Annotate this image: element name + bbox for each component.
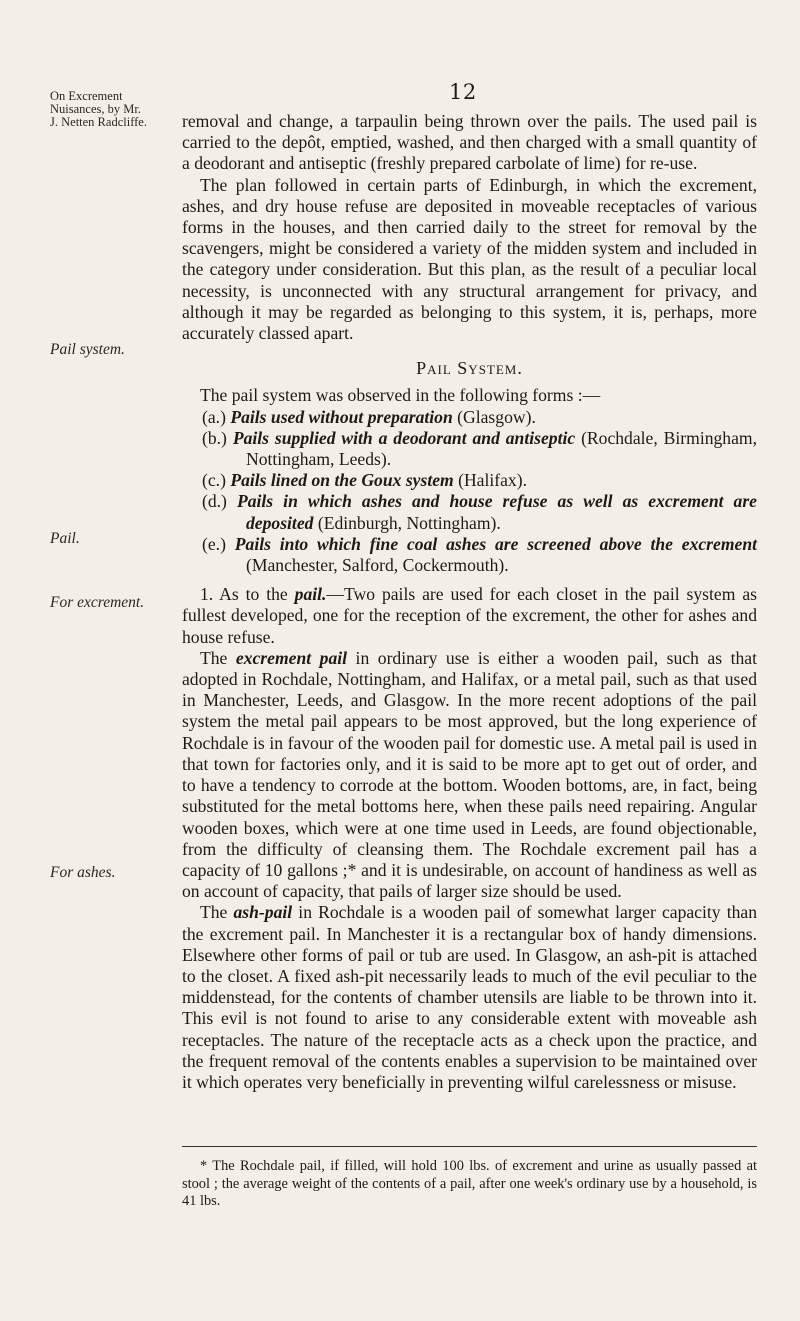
paragraph-ashes [182, 902, 757, 1093]
list-item-title: Pails in which ashes and house refuse as well as excrement are deposited [236, 491, 757, 533]
list-item [182, 470, 757, 491]
list-item-title: Pails lined on the Goux system [230, 470, 454, 491]
margin-note-for-excrement: For excrement. [50, 594, 145, 611]
list-item-places: (Manchester, Salford, Cockermouth). [246, 555, 509, 576]
list-item-label: (d.) [202, 491, 227, 512]
excrement-term: excrement pail [235, 647, 348, 668]
list-item-title: Pails supplied with a deodorant and antiseptic [232, 427, 576, 448]
pail-term: pail. [294, 584, 327, 605]
list-item-places: (Rochdale, Birmingham, Nottingham, Leeds). [246, 427, 757, 470]
paragraph-continued: removal and change, a tarpaulin being thrown over the pails. The used pail is carried to the depôt, emptied, washed, and then charged with a small quantity of a deodorant and antiseptic (freshly prepared carbolate of lime) for re-use. [182, 111, 757, 174]
list-item [182, 407, 757, 428]
margin-note-header: On Excrement Nuisances, by Mr. J. Netten Radcliffe. [50, 89, 147, 129]
excrement-rest: in ordinary use is either a wooden pail, such as that adopted in Rochdale, Nottingham, and Halifax, or a metal pail, such as that used in Manchester, Leeds, and Glasgow. In the more recent adoptions of the pail system the metal pail appears to be most approved, but the long experience of Rochdale is in favour of the wooden pail for domestic use. A metal pail is used in that town for factories only, and it is said to be more apt to get out of order, and to have a tendency to corrode at the bottom. Wooden bottoms, are, in fact, being substituted for the metal bottoms here, when these pails need repairing. Angular wooden boxes, which were at one time used in Leeds, are found objectionable, from the difficulty of cleansing them. The Rochdale excrement pail has a capacity of 10 gallons ;* and it is undesirable, on account of handiness as well as on account of capacity, that pails of larger size should be used. [182, 647, 757, 902]
list-item [182, 534, 757, 576]
footnote: * The Rochdale pail, if filled, will hold 100 lbs. of excrement and urine as usually passed at stool ; the average weight of the contents of a pail, after one week's ordinary use by a household, is 41 lbs. [182, 1158, 757, 1209]
paragraph-pail [182, 584, 757, 648]
list-item [182, 428, 757, 470]
main-text [182, 111, 757, 1093]
margin-note-pail-system: Pail system. [50, 341, 125, 358]
pail-lead: 1. As to the [200, 584, 295, 605]
margin-note-pail: Pail. [50, 530, 80, 547]
forms-list [182, 407, 757, 577]
paragraph-excrement [182, 648, 757, 902]
list-item-label: (e.) [202, 533, 226, 554]
section-heading: Pail System. [416, 358, 523, 379]
list-item-label: (b.) [202, 427, 227, 448]
list-item-label: (a.) [202, 406, 226, 427]
ash-term: ash-pail [233, 902, 293, 923]
margin-note-for-ashes: For ashes. [50, 864, 116, 881]
ash-lead: The [200, 902, 234, 923]
pail-rest: —Two pails are used for each closet in the pail system as fullest developed, one for the reception of the excrement, the other for ashes and house refuse. [182, 584, 757, 647]
list-item-title: Pails used without preparation [230, 406, 453, 427]
list-item-title: Pails into which fine coal ashes are screened above the excrement [234, 533, 758, 554]
list-item-places: (Halifax). [458, 470, 527, 491]
list-item [182, 491, 757, 533]
forms-intro: The pail system was observed in the following forms :— [200, 385, 601, 406]
page-number: 12 [449, 80, 477, 104]
list-item-places: (Edinburgh, Nottingham). [317, 512, 501, 533]
paragraph-edinburgh: The plan followed in certain parts of Edinburgh, in which the excrement, ashes, and dry house refuse are deposited in moveable receptacles of various forms in the houses, and then carried daily to the street for removal by the scavengers, might be considered a variety of the midden system and included in the category under consideration. But this plan, as the result of a peculiar local necessity, is unconnected with any structural arrangement for privacy, and although it may be regarded as belonging to this system, it is, perhaps, more accurately classed apart. [182, 174, 757, 344]
list-item-label: (c.) [202, 470, 226, 491]
list-item-places: (Glasgow). [457, 406, 536, 427]
ash-rest: in Rochdale is a wooden pail of somewhat larger capacity than the excrement pail. In Manchester it is a rectangular box of handy dimensions. Elsewhere other forms of pail or tub are used. In Glasgow, an ash-pit is attached to the closet. A fixed ash-pit necessarily leads to much of the evil peculiar to the middenstead, for the contents of chamber utensils are liable to be thrown into it. This evil is not found to arise to any considerable extent with moveable ash receptacles. The nature of the receptacle acts as a check upon the practice, and the frequent removal of the contents enables a supervision to be maintained over it which operates very beneficially in preventing wilful carelessness or misuse. [182, 902, 757, 1092]
excrement-lead: The [200, 647, 236, 668]
footnote-divider [182, 1146, 757, 1147]
